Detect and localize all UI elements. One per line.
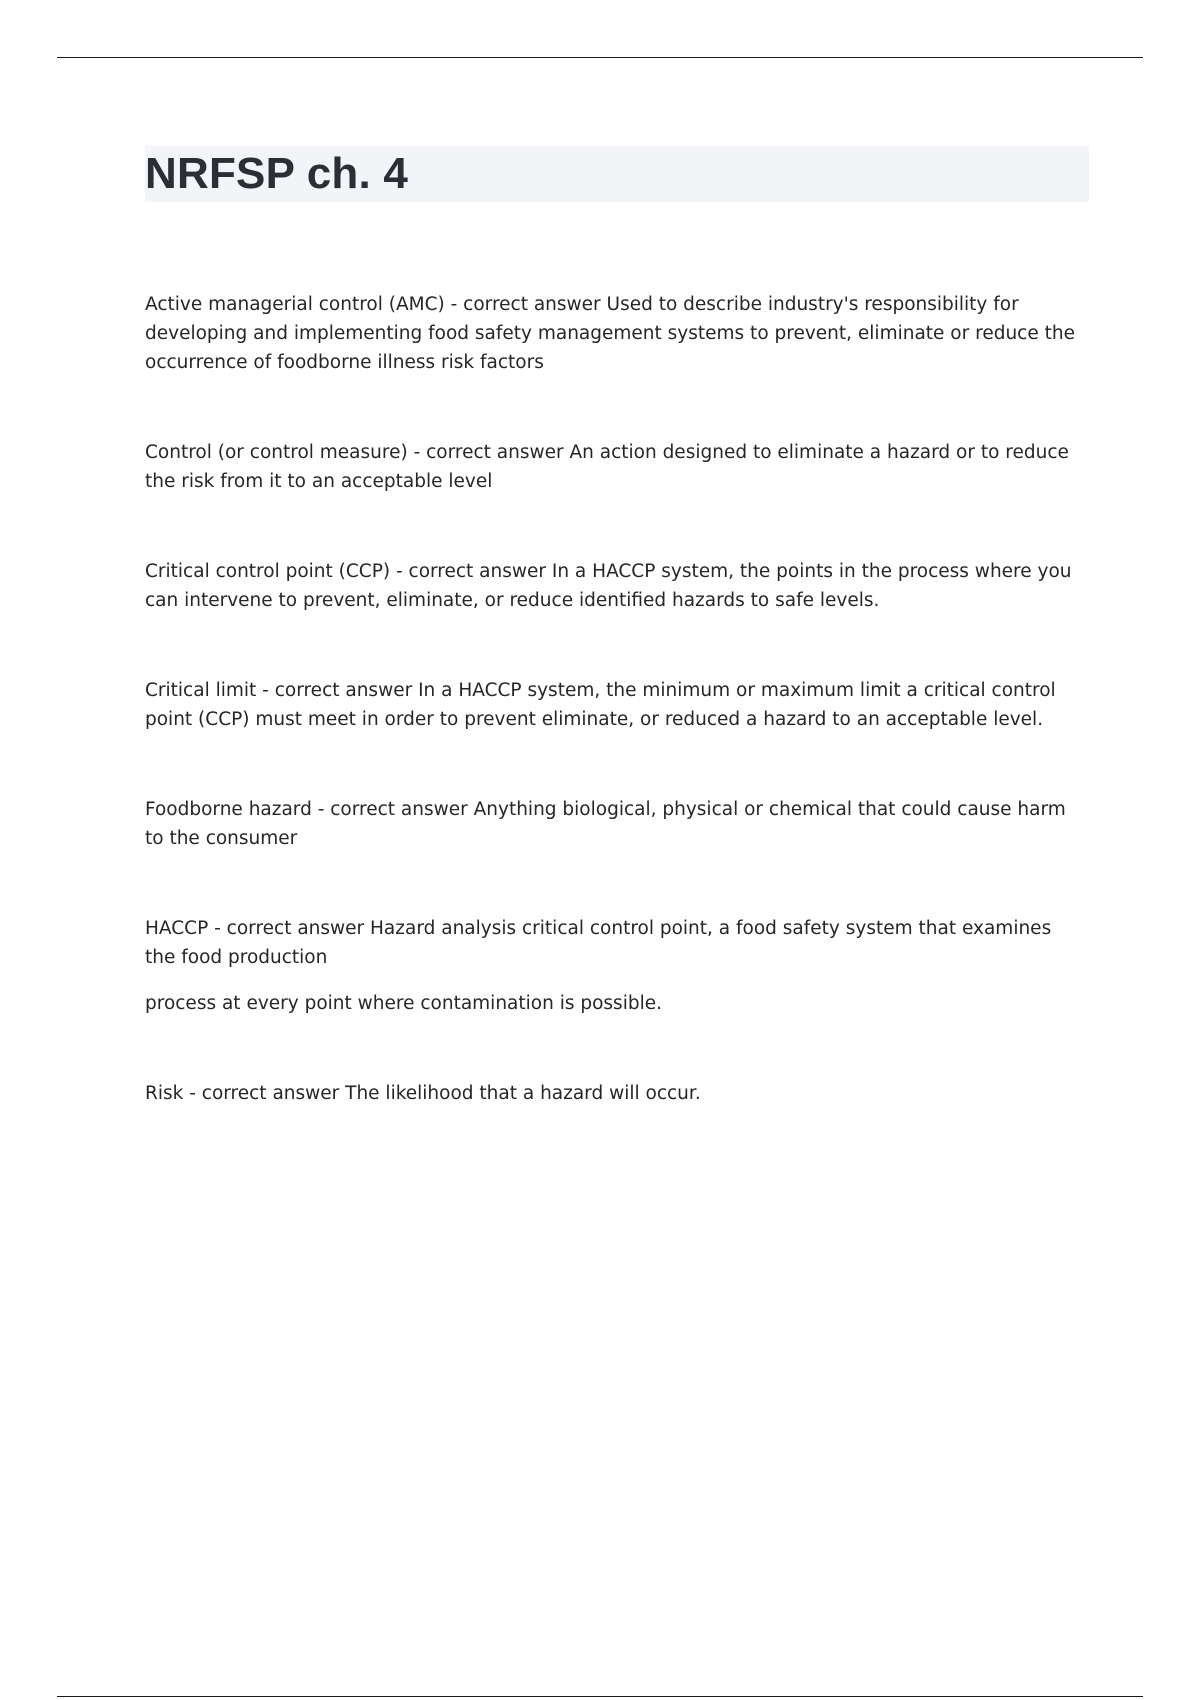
entry-foodborne-hazard: Foodborne hazard - correct answer Anything biological, physical or chemical that could cause harm to the consumer (145, 799, 1066, 849)
top-rule (57, 57, 1143, 58)
entry-risk: Risk - correct answer The likelihood that a hazard will occur. (145, 1083, 701, 1104)
document-title: NRFSP ch. 4 (145, 149, 409, 198)
entry-control-measure: Control (or control measure) - correct answer An action designed to eliminate a hazard or to reduce the risk from it to an acceptable level (145, 442, 1069, 492)
entry-haccp-continued: process at every point where contamination is possible. (145, 993, 662, 1014)
entry-haccp: HACCP - correct answer Hazard analysis critical control point, a food safety system that examines the food production (145, 918, 1052, 968)
entry-critical-limit: Critical limit - correct answer In a HACCP system, the minimum or maximum limit a critical control point (CCP) must meet in order to prevent eliminate, or reduced a hazard to an acceptable level. (145, 680, 1056, 730)
entry-critical-control-point: Critical control point (CCP) - correct answer In a HACCP system, the points in the process where you can intervene to prevent, eliminate, or reduce identified hazards to safe levels. (145, 561, 1072, 611)
bottom-rule (57, 1696, 1143, 1697)
entry-active-managerial-control: Active managerial control (AMC) - correct answer Used to describe industry's responsibility for developing and implementing food safety management systems to prevent, eliminate or reduce the occurrence of foodborne illness risk factors (145, 294, 1075, 373)
flashcard-list (145, 290, 1080, 1108)
